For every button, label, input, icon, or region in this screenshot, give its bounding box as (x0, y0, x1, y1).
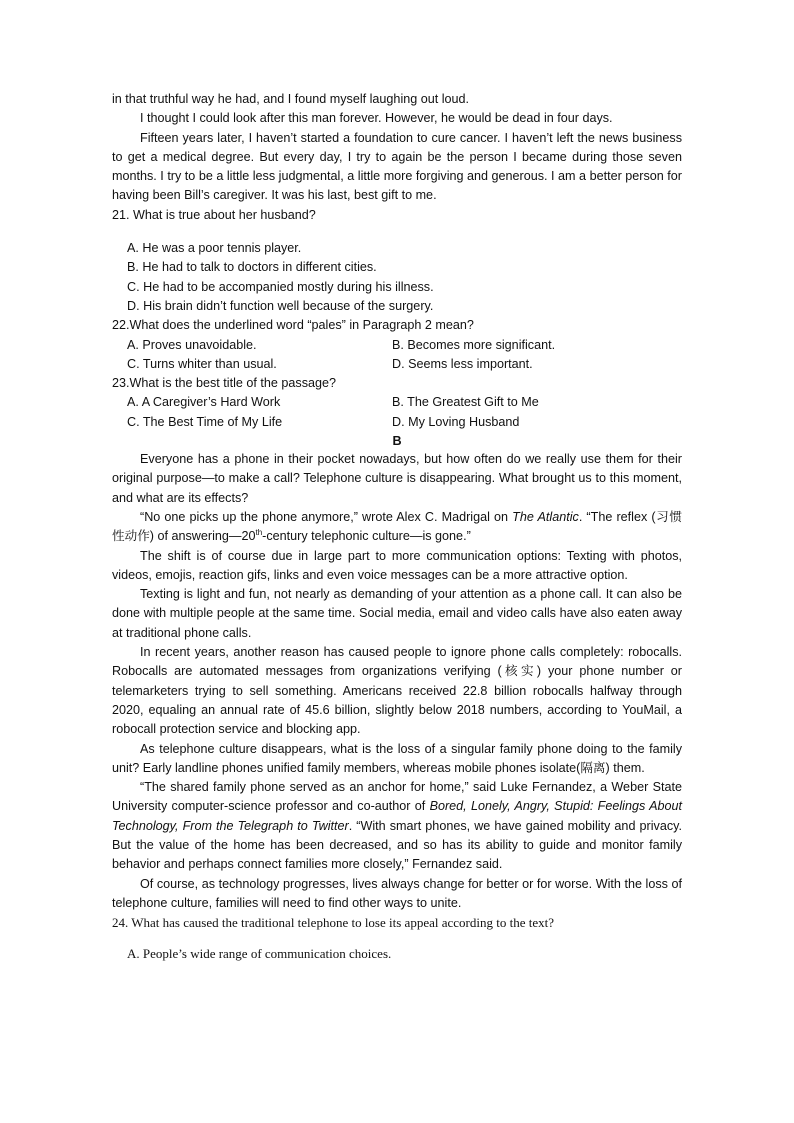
question-23-option-d: D. My Loving Husband (392, 414, 520, 429)
question-22-option-c: C. Turns whiter than usual. (127, 356, 277, 371)
passage-b-paragraph: “The shared family phone served as an anchor for home,” said Luke Fernandez, a Weber State University computer-science professor and co-author of Bored, Lonely, Angry, Stupid: Feelings About Technology, From the Telegraph to Twitter. “With smart phones, we have gained mobility and privacy. But the value of the home has been decreased, and so has its ability to guide and monitor family behavior and perhaps connect families more closely,” Fernandez said. (112, 780, 682, 872)
section-b-heading: B (392, 434, 402, 449)
question-22-option-b: B. Becomes more significant. (392, 337, 556, 352)
question-23-stem: 23.What is the best title of the passage? (112, 376, 337, 391)
passage-b-paragraph: Everyone has a phone in their pocket nowadays, but how often do we really use them for their original purpose—to make a call? Telephone culture is disappearing. What brought us to this moment, and what are its effects? (112, 452, 682, 505)
question-21-option-c: C. He had to be accompanied mostly during his illness. (127, 279, 434, 294)
question-24-stem: 24. What has caused the traditional telephone to lose its appeal according to the text? (112, 915, 554, 931)
passage-b-paragraph: In recent years, another reason has caused people to ignore phone calls completely: robocalls. Robocalls are automated messages from organizations verifying (核实) your phone number or telemarketers trying to sell something. Americans received 22.8 billion robocalls halfway through 2020, equaling an annual rate of 45.6 billion, slightly below 2018 numbers, according to YouMail, a robocall protection service and blocking app. (112, 645, 682, 737)
passage-b-paragraph: “No one picks up the phone anymore,” wrote Alex C. Madrigal on The Atlantic. “The reflex (习惯性动作) of answering—20th-century telephonic culture—is gone.” (112, 509, 682, 544)
passage-b-paragraph: The shift is of course due in large part to more communication options: Texting with photos, videos, emojis, reaction gifs, links and even voice messages can be a more attractive option. (112, 548, 682, 582)
question-22-options (112, 336, 682, 375)
book-title: Bored, Lonely, Angry, Stupid: Feelings About Technology, From the Telegraph to Twitter (112, 799, 682, 833)
question-23-option-b: B. The Greatest Gift to Me (392, 395, 539, 410)
passage-a-paragraph: Fifteen years later, I haven’t started a foundation to cure cancer. I haven’t left the news business to get a medical degree. But every day, I try to again be the person I became during those seven months. I try to be a little less judgmental, a little more forgiving and generous. I am a better person for having been Bill’s caregiver. It was his last, best gift to me. (112, 130, 682, 203)
passage-b-paragraph: Texting is light and fun, not nearly as demanding of your attention as a phone call. It can also be done with multiple people at the same time. Social media, email and video calls have also eaten away at traditional phone calls. (112, 587, 682, 640)
passage-b-paragraph: As telephone culture disappears, what is the loss of a singular family phone doing to the family unit? Early landline phones unified family members, whereas mobile phones isolate(隔离) them. (112, 741, 682, 775)
question-21-option-a: A. He was a poor tennis player. (127, 241, 302, 256)
document-page (112, 90, 682, 964)
question-21-option-b: B. He had to talk to doctors in different cities. (127, 260, 377, 275)
passage-b-paragraph: Of course, as technology progresses, lives always change for better or for worse. With the loss of telephone culture, families will need to find other ways to unite. (112, 876, 682, 910)
question-23-option-c: C. The Best Time of My Life (127, 414, 283, 429)
passage-a-paragraph: I thought I could look after this man forever. However, he would be dead in four days. (140, 111, 613, 126)
passage-a-paragraph: in that truthful way he had, and I found myself laughing out loud. (112, 92, 470, 106)
question-23-options (112, 393, 682, 432)
question-22-option-d: D. Seems less important. (392, 356, 533, 371)
question-22-stem: 22.What does the underlined word “pales” in Paragraph 2 mean? (112, 318, 474, 333)
question-22-option-a: A. Proves unavoidable. (127, 337, 257, 352)
question-23-option-a: A. A Caregiver’s Hard Work (127, 395, 281, 410)
question-21-stem: 21. What is true about her husband? (112, 207, 316, 222)
question-21-option-d: D. His brain didn’t function well because of the surgery. (127, 298, 434, 313)
publication-title: The Atlantic (512, 509, 579, 524)
question-24-option-a: A. People’s wide range of communication choices. (127, 946, 392, 962)
